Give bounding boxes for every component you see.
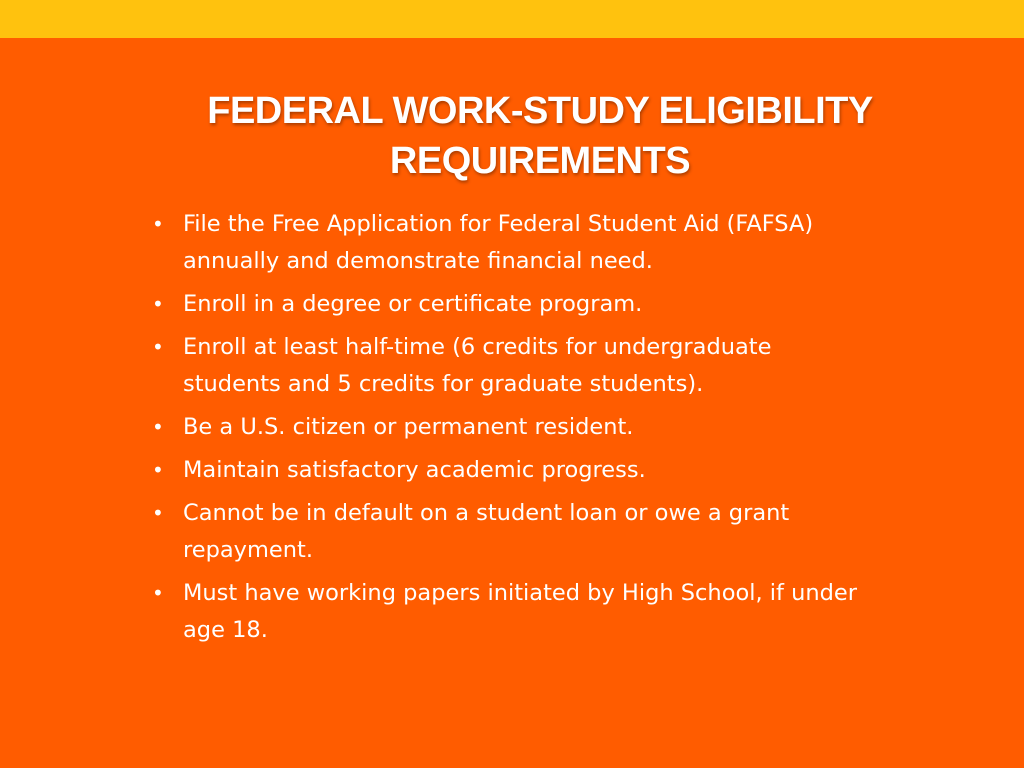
slide-title: [120, 86, 960, 186]
list-item: [152, 286, 872, 323]
requirement-text: File the Free Application for Federal Student Aid (FAFSA) annually and demonstrate financial need.: [183, 211, 814, 274]
requirement-text: Enroll at least half-time (6 credits for undergraduate students and 5 credits for graduate students).: [183, 334, 772, 397]
bullet-icon: •: [152, 415, 164, 439]
bullet-icon: •: [152, 581, 164, 605]
requirement-text: Maintain satisfactory academic progress.: [183, 457, 646, 483]
bullet-icon: •: [152, 458, 164, 482]
bullet-icon: •: [152, 501, 164, 525]
requirements-list: [152, 206, 872, 655]
slide-title-line-2: REQUIREMENTS: [389, 140, 691, 182]
requirement-text: Enroll in a degree or certificate program.: [183, 291, 643, 317]
bullet-icon: •: [152, 212, 164, 236]
list-item: [152, 409, 872, 446]
top-accent-band: [0, 0, 1024, 38]
slide-title-line-1: FEDERAL WORK-STUDY ELIGIBILITY: [207, 90, 873, 132]
list-item: [152, 452, 872, 489]
list-item: [152, 206, 872, 280]
list-item: [152, 329, 872, 403]
requirement-text: Be a U.S. citizen or permanent resident.: [183, 414, 634, 440]
bullet-icon: •: [152, 292, 164, 316]
bullet-icon: •: [152, 335, 164, 359]
list-item: [152, 575, 872, 649]
requirement-text: Must have working papers initiated by High School, if under age 18.: [183, 580, 858, 643]
list-item: [152, 495, 872, 569]
requirement-text: Cannot be in default on a student loan or owe a grant repayment.: [183, 500, 790, 563]
